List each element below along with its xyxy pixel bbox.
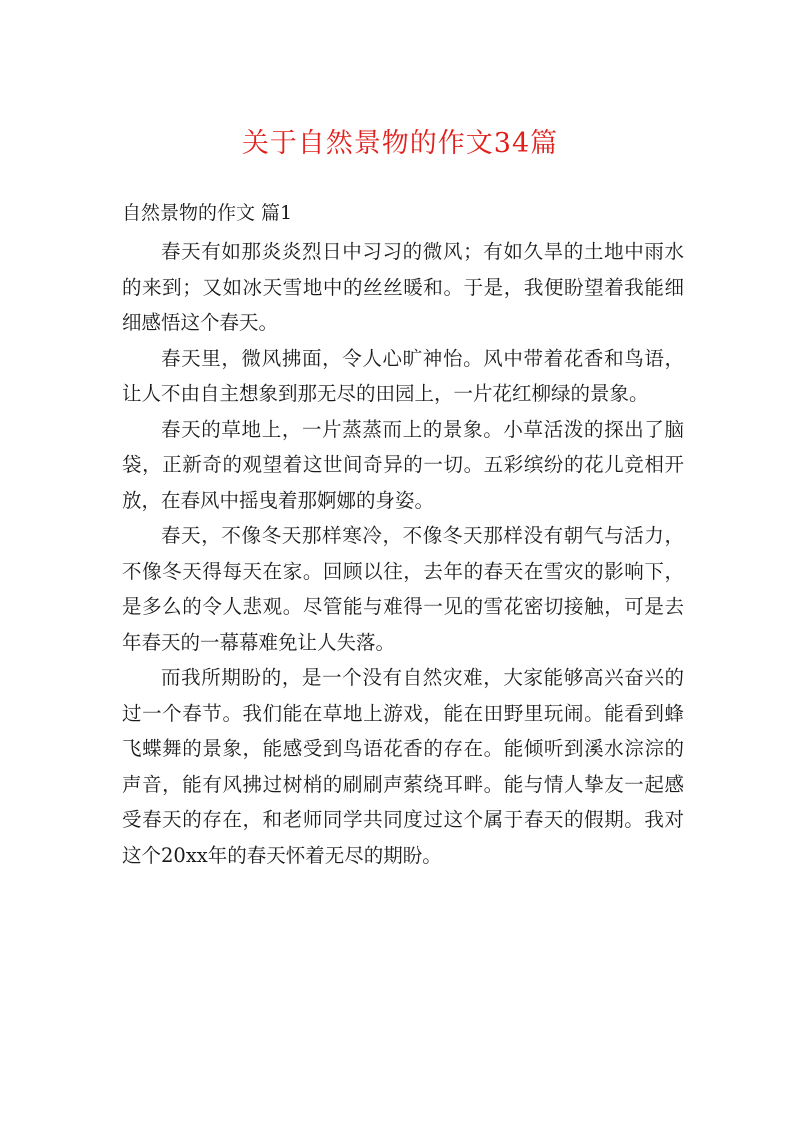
paragraph: 而我所期盼的，是一个没有自然灾难，大家能够高兴奋兴的过一个春节。我们能在草地上游戏，能在田野里玩闹。能看到蜂飞蝶舞的景象，能感受到鸟语花香的存在。能倾听到溪水淙淙的声音，能有风拂过树梢的刷刷声萦绕耳畔。能与情人挚友一起感受春天的存在，和老师同学共同度过这个属于春天的假期。我对这个20xx年的春天怀着无尽的期盼。 [122, 666, 684, 867]
paragraph: 春天里，微风拂面，令人心旷神怡。风中带着花香和鸟语，让人不由自主想象到那无尽的田园上，一片花红柳绿的景象。 [122, 346, 684, 405]
paragraph: 春天有如那炎炎烈日中习习的微风；有如久旱的土地中雨水的来到；又如冰天雪地中的丝丝暖和。于是，我便盼望着我能细细感悟这个春天。 [122, 240, 684, 334]
paragraph: 春天的草地上，一片蒸蒸而上的景象。小草活泼的探出了脑袋，正新奇的观望着这世间奇异的一切。五彩缤纷的花儿竞相开放，在春风中摇曳着那婀娜的身姿。 [122, 417, 684, 512]
paragraph: 春天，不像冬天那样寒冷，不像冬天那样没有朝气与活力，不像冬天得每天在家。回顾以往，去年的春天在雪灾的影响下，是多么的令人悲观。尽管能与难得一见的雪花密切接触，可是去年春天的一幕幕难免让人失落。 [122, 524, 684, 654]
document-title: 关于自然景物的作文34篇 [241, 128, 559, 159]
article-body [122, 234, 684, 873]
section-heading: 自然景物的作文 篇1 [122, 202, 293, 224]
